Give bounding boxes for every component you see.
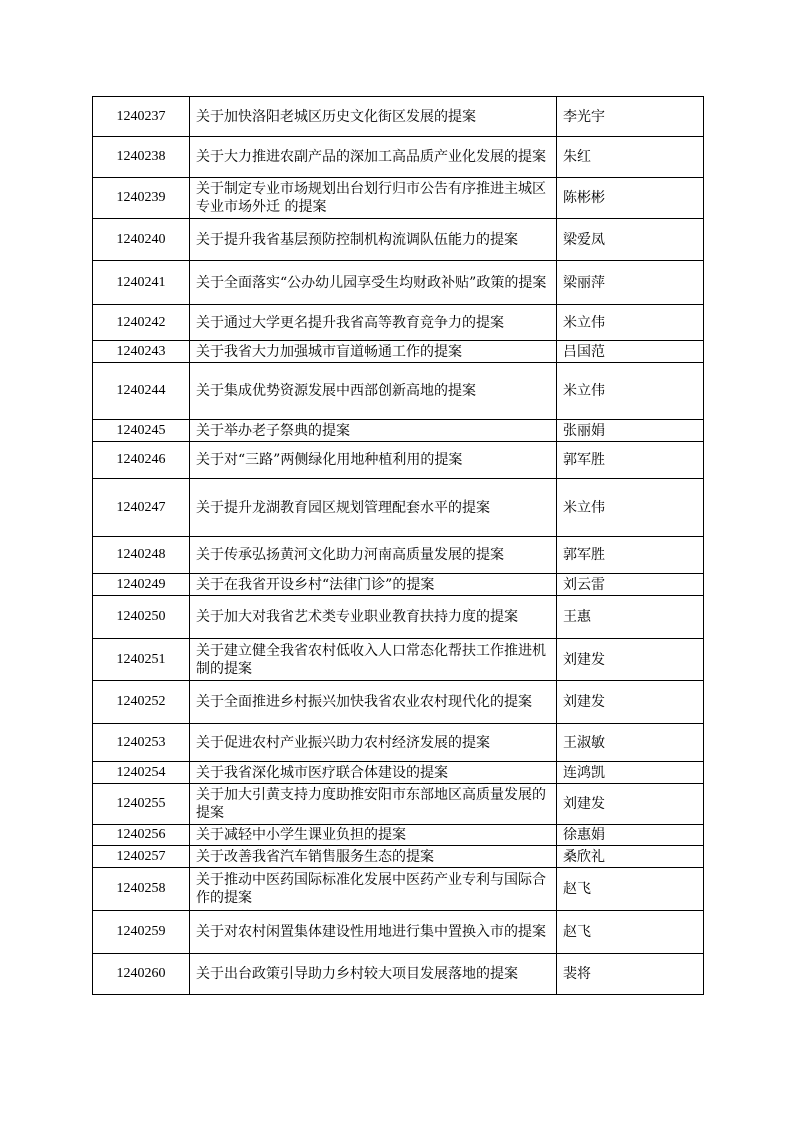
table-row [93, 442, 704, 479]
proposal-id: 1240250 [93, 596, 190, 639]
proposer-name: 刘建发 [557, 784, 704, 825]
table-row [93, 305, 704, 341]
proposal-id: 1240243 [93, 341, 190, 363]
table-row [93, 574, 704, 596]
proposal-id: 1240241 [93, 261, 190, 305]
proposal-title: 关于提升我省基层预防控制机构流调队伍能力的提案 [190, 219, 557, 261]
proposer-name: 梁爱凤 [557, 219, 704, 261]
table-row [93, 97, 704, 137]
proposal-title: 关于大力推进农副产品的深加工高品质产业化发展的提案 [190, 137, 557, 178]
table-row [93, 219, 704, 261]
proposal-id: 1240251 [93, 639, 190, 681]
proposal-id: 1240242 [93, 305, 190, 341]
proposals-table [92, 96, 704, 995]
proposal-title: 关于改善我省汽车销售服务生态的提案 [190, 846, 557, 868]
proposal-title: 关于减轻中小学生课业负担的提案 [190, 825, 557, 846]
proposer-name: 裴将 [557, 954, 704, 995]
table-row [93, 681, 704, 724]
table-row [93, 363, 704, 420]
proposal-id: 1240245 [93, 420, 190, 442]
proposal-id: 1240246 [93, 442, 190, 479]
proposal-title: 关于加大引黄支持力度助推安阳市东部地区高质量发展的提案 [190, 784, 557, 825]
table-row [93, 724, 704, 762]
proposal-title: 关于我省大力加强城市盲道畅通工作的提案 [190, 341, 557, 363]
table-row [93, 479, 704, 537]
proposal-title: 关于我省深化城市医疗联合体建设的提案 [190, 762, 557, 784]
table-row [93, 420, 704, 442]
proposal-id: 1240237 [93, 97, 190, 137]
proposal-title: 关于出台政策引导助力乡村较大项目发展落地的提案 [190, 954, 557, 995]
proposal-id: 1240256 [93, 825, 190, 846]
proposal-id: 1240247 [93, 479, 190, 537]
proposal-id: 1240238 [93, 137, 190, 178]
proposer-name: 桑欣礼 [557, 846, 704, 868]
table-row [93, 954, 704, 995]
proposer-name: 徐惠娟 [557, 825, 704, 846]
proposal-id: 1240258 [93, 868, 190, 911]
proposer-name: 吕国范 [557, 341, 704, 363]
proposal-title: 关于全面推进乡村振兴加快我省农业农村现代化的提案 [190, 681, 557, 724]
proposal-title: 关于促进农村产业振兴助力农村经济发展的提案 [190, 724, 557, 762]
table-row [93, 825, 704, 846]
proposer-name: 米立伟 [557, 479, 704, 537]
proposal-title: 关于在我省开设乡村“法律门诊”的提案 [190, 574, 557, 596]
table-row [93, 911, 704, 954]
proposer-name: 王淑敏 [557, 724, 704, 762]
proposer-name: 赵飞 [557, 911, 704, 954]
table-row [93, 261, 704, 305]
table-row [93, 762, 704, 784]
table-row [93, 639, 704, 681]
proposal-id: 1240240 [93, 219, 190, 261]
proposer-name: 李光宇 [557, 97, 704, 137]
table-row [93, 341, 704, 363]
proposal-id: 1240254 [93, 762, 190, 784]
proposal-title: 关于全面落实“公办幼儿园享受生均财政补贴”政策的提案 [190, 261, 557, 305]
proposal-title: 关于建立健全我省农村低收入人口常态化帮扶工作推进机制的提案 [190, 639, 557, 681]
proposer-name: 郭军胜 [557, 537, 704, 574]
proposer-name: 王惠 [557, 596, 704, 639]
proposer-name: 郭军胜 [557, 442, 704, 479]
proposal-id: 1240259 [93, 911, 190, 954]
table-row [93, 596, 704, 639]
proposer-name: 刘云雷 [557, 574, 704, 596]
table-row [93, 537, 704, 574]
proposer-name: 陈彬彬 [557, 178, 704, 219]
proposal-id: 1240248 [93, 537, 190, 574]
proposal-id: 1240257 [93, 846, 190, 868]
proposal-id: 1240249 [93, 574, 190, 596]
table-row [93, 178, 704, 219]
table-row [93, 868, 704, 911]
proposer-name: 赵飞 [557, 868, 704, 911]
proposer-name: 米立伟 [557, 363, 704, 420]
proposal-title: 关于加大对我省艺术类专业职业教育扶持力度的提案 [190, 596, 557, 639]
proposal-id: 1240260 [93, 954, 190, 995]
proposer-name: 刘建发 [557, 639, 704, 681]
proposer-name: 连鸿凯 [557, 762, 704, 784]
proposal-id: 1240252 [93, 681, 190, 724]
proposer-name: 张丽娟 [557, 420, 704, 442]
proposal-title: 关于制定专业市场规划出台划行归市公告有序推进主城区专业市场外迁 的提案 [190, 178, 557, 219]
proposer-name: 梁丽萍 [557, 261, 704, 305]
proposal-id: 1240255 [93, 784, 190, 825]
proposal-title: 关于提升龙湖教育园区规划管理配套水平的提案 [190, 479, 557, 537]
proposal-title: 关于加快洛阳老城区历史文化街区发展的提案 [190, 97, 557, 137]
table-row [93, 846, 704, 868]
proposal-title: 关于举办老子祭典的提案 [190, 420, 557, 442]
proposal-id: 1240253 [93, 724, 190, 762]
proposal-title: 关于通过大学更名提升我省高等教育竞争力的提案 [190, 305, 557, 341]
proposer-name: 刘建发 [557, 681, 704, 724]
proposer-name: 米立伟 [557, 305, 704, 341]
proposal-id: 1240244 [93, 363, 190, 420]
proposal-title: 关于对“三路”两侧绿化用地种植利用的提案 [190, 442, 557, 479]
proposer-name: 朱红 [557, 137, 704, 178]
proposal-title: 关于对农村闲置集体建设性用地进行集中置换入市的提案 [190, 911, 557, 954]
proposal-title: 关于传承弘扬黄河文化助力河南高质量发展的提案 [190, 537, 557, 574]
table-row [93, 137, 704, 178]
proposal-title: 关于集成优势资源发展中西部创新高地的提案 [190, 363, 557, 420]
proposal-title: 关于推动中医药国际标准化发展中医药产业专利与国际合作的提案 [190, 868, 557, 911]
table-row [93, 784, 704, 825]
proposal-id: 1240239 [93, 178, 190, 219]
